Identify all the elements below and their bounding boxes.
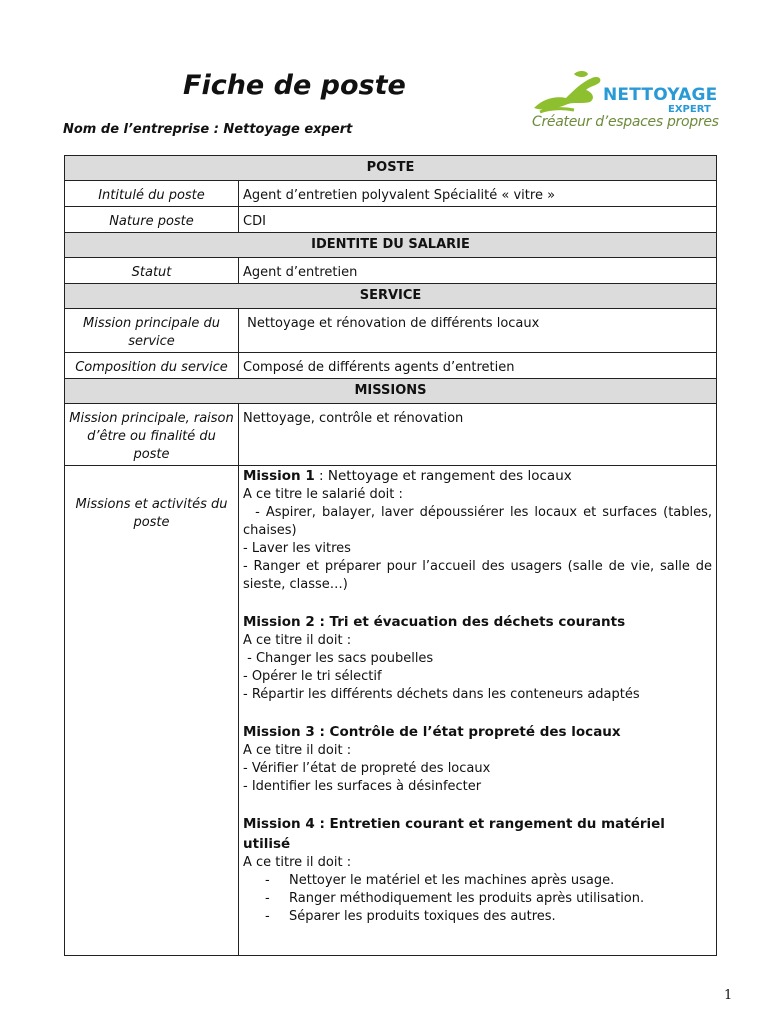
- mission-1-item: - Ranger et préparer pour l’accueil des usagers (salle de vie, salle de sieste, classe…): [243, 559, 713, 592]
- section-missions: MISSIONS: [65, 379, 717, 404]
- page-number: 1: [724, 988, 733, 1003]
- mission-3-title: Mission 3 : Contrôle de l’état propreté des locaux: [243, 724, 621, 740]
- mission-1-title-rest: : Nettoyage et rangement des locaux: [314, 468, 572, 484]
- logo-tagline: Créateur d’espaces propres: [532, 114, 719, 130]
- mission-2-item: - Changer les sacs poubelles: [243, 651, 434, 666]
- section-service: SERVICE: [65, 284, 717, 309]
- label-statut: Statut: [65, 258, 239, 284]
- label-mission-service: Mission principale du service: [65, 309, 239, 353]
- label-nature: Nature poste: [65, 207, 239, 233]
- section-identite: IDENTITE DU SALARIE: [65, 233, 717, 258]
- logo-subname: EXPERT: [668, 104, 711, 115]
- mission-2-item: - Opérer le tri sélectif: [243, 669, 382, 684]
- job-description-table: [64, 155, 717, 956]
- value-mission-service: Nettoyage et rénovation de différents locaux: [239, 309, 717, 353]
- mission-4-intro: A ce titre il doit :: [243, 855, 352, 870]
- section-poste: POSTE: [65, 156, 717, 181]
- company-name: Nom de l’entreprise : Nettoyage expert: [63, 122, 353, 137]
- value-intitule: Agent d’entretien polyvalent Spécialité « vitre »: [239, 181, 717, 207]
- page-title: Fiche de poste: [183, 70, 406, 101]
- mission-2-title: Mission 2 : Tri et évacuation des déchets courants: [243, 614, 626, 630]
- missions-detail: [239, 466, 717, 956]
- value-composition: Composé de différents agents d’entretien: [239, 353, 717, 379]
- mission-3-item: - Identifier les surfaces à désinfecter: [243, 779, 482, 794]
- mission-2-intro: A ce titre il doit :: [243, 633, 352, 648]
- label-composition: Composition du service: [65, 353, 239, 379]
- mission-4-item: - Ranger méthodiquement les produits après utilisation.: [265, 891, 645, 906]
- company-logo: [530, 68, 719, 136]
- mission-4-item: - Nettoyer le matériel et les machines après usage.: [265, 873, 615, 888]
- mission-2-title-rest: : Tri et évacuation des déchets courants: [314, 614, 626, 630]
- value-statut: Agent d’entretien: [239, 258, 717, 284]
- logo-name: NETTOYAGE: [603, 85, 718, 105]
- mission-3-item: - Vérifier l’état de propreté des locaux: [243, 761, 491, 776]
- mission-4-item: - Séparer les produits toxiques des autres.: [265, 909, 556, 924]
- mission-2-item: - Répartir les différents déchets dans les conteneurs adaptés: [243, 687, 640, 702]
- mission-3-intro: A ce titre il doit :: [243, 743, 352, 758]
- mission-1-title: Mission 1 : Nettoyage et rangement des locaux: [243, 468, 572, 484]
- label-activites: Missions et activités du poste: [65, 466, 239, 956]
- mission-1-intro: A ce titre le salarié doit :: [243, 487, 403, 502]
- value-nature: CDI: [239, 207, 717, 233]
- label-mission-poste: Mission principale, raison d’être ou finalité du poste: [65, 404, 239, 466]
- label-intitule: Intitulé du poste: [65, 181, 239, 207]
- mission-4-title: Mission 4 : Entretien courant et rangement du matériel utilisé: [243, 816, 665, 852]
- runner-logo-icon: [530, 68, 610, 118]
- value-mission-poste: Nettoyage, contrôle et rénovation: [239, 404, 717, 466]
- mission-1-item: - Aspirer, balayer, laver dépoussiérer les locaux et surfaces (tables, chaises): [243, 505, 717, 538]
- mission-1-item: - Laver les vitres: [243, 541, 351, 556]
